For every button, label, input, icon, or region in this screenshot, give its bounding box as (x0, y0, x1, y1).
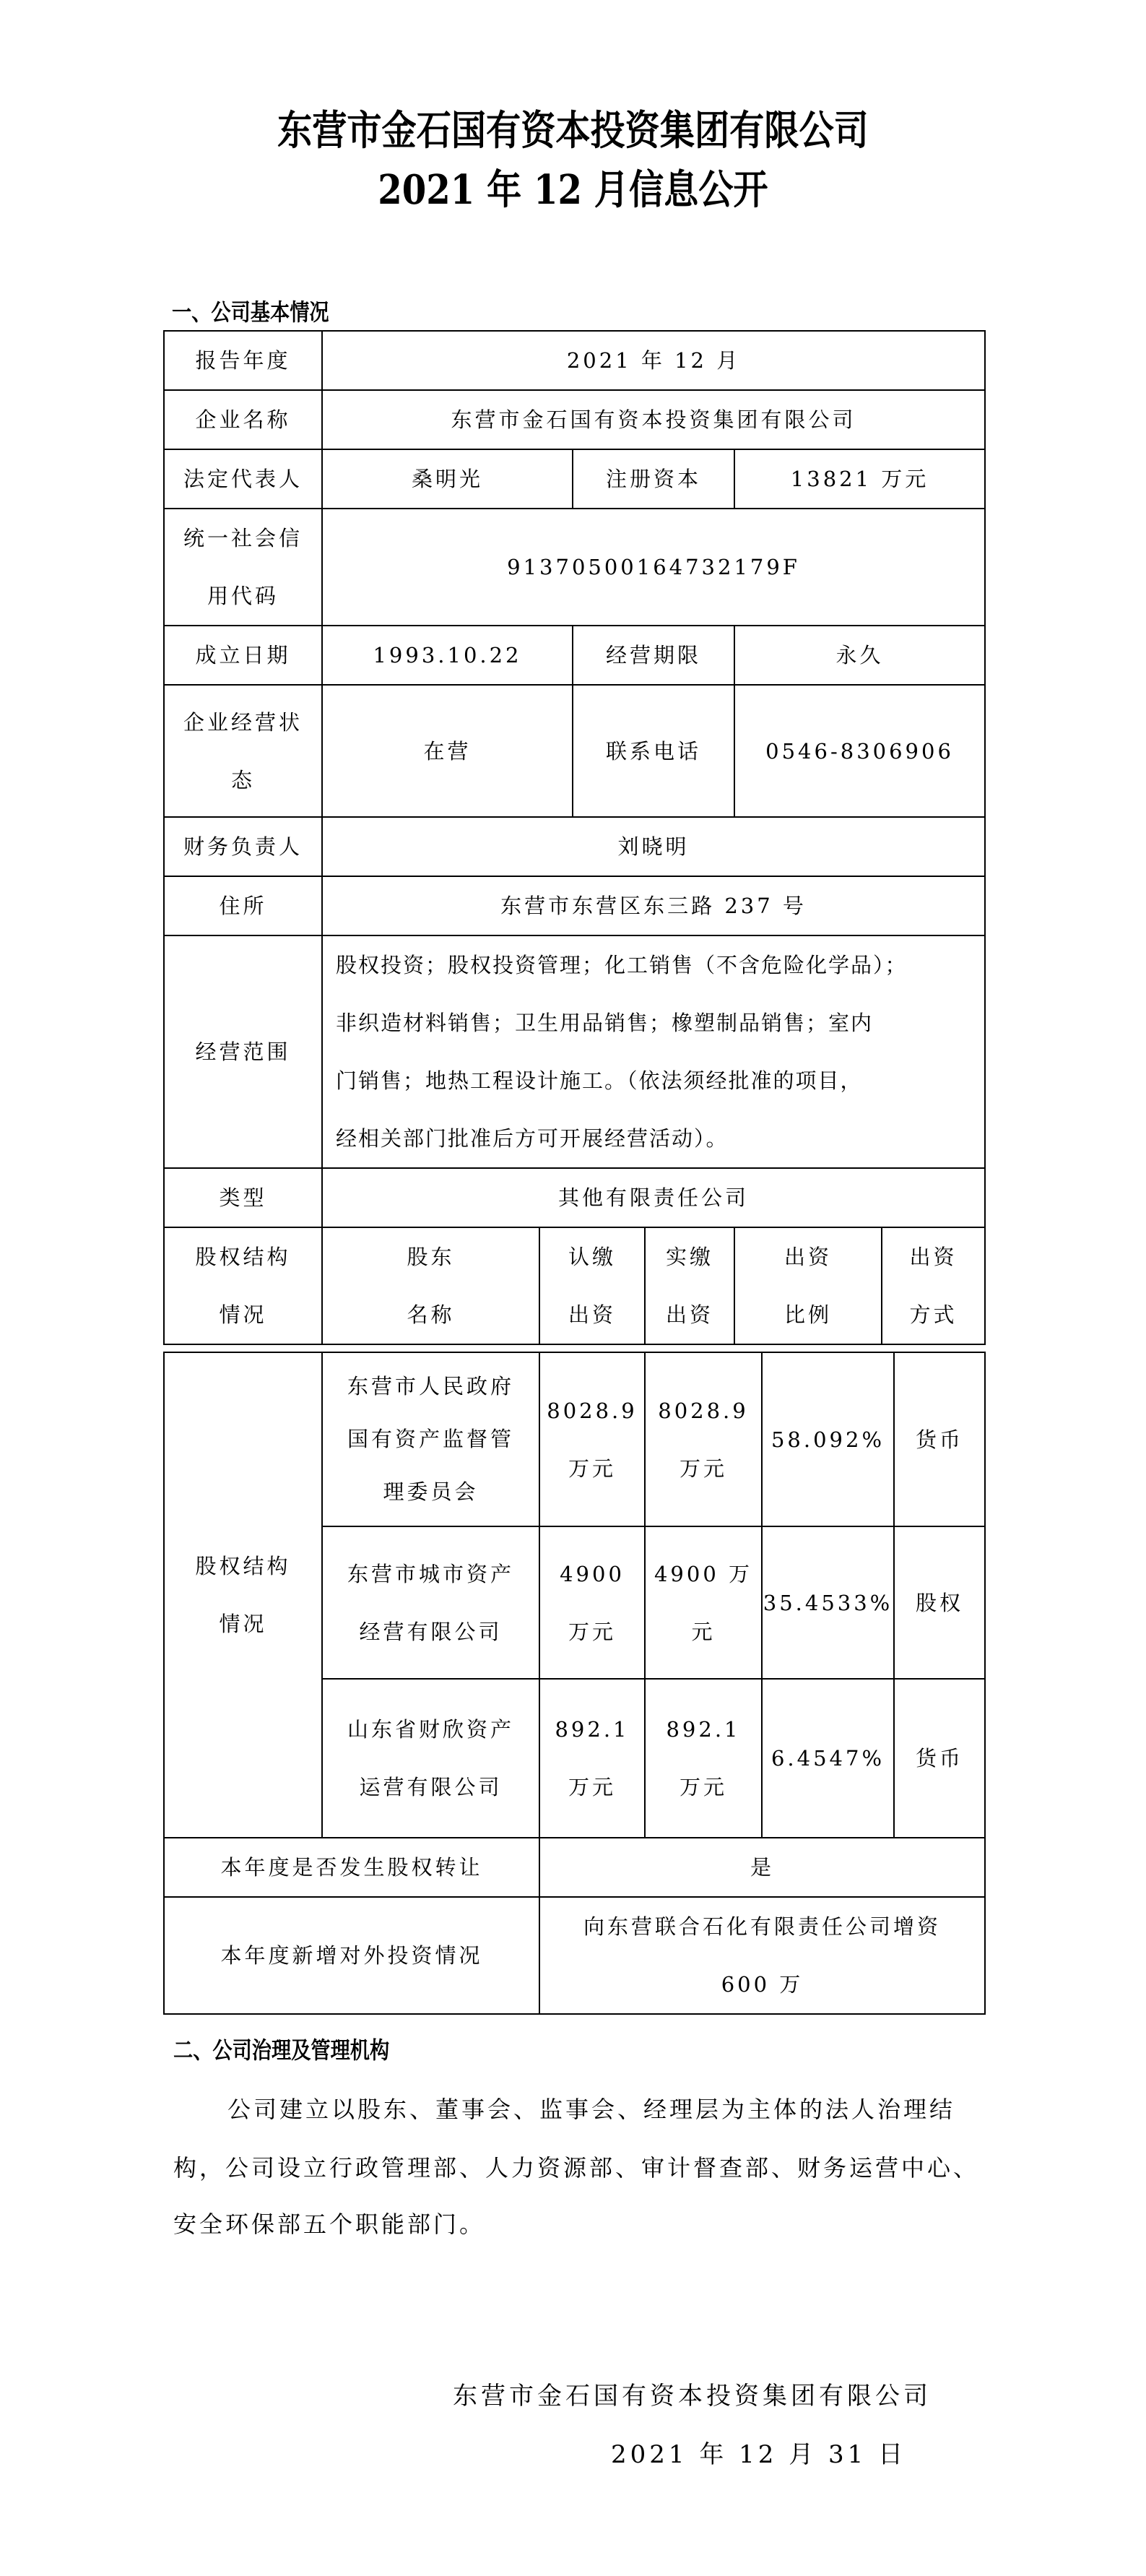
investment-line: 向东营联合石化有限责任公司增资 (583, 1914, 941, 1939)
header-line: 股东 (407, 1245, 455, 1269)
row-equity-header (164, 1227, 985, 1344)
status-label-line1: 企业经营状 (183, 709, 303, 735)
credit-code-label-line1: 统一社会信 (183, 526, 303, 550)
equity-label-line2: 情况 (219, 1302, 267, 1327)
legal-rep-label: 法定代表人 (164, 449, 322, 509)
contribution-ratio: 58.092% (762, 1352, 894, 1526)
subscribed-capital (539, 1352, 645, 1526)
document-title-line2: 2021 年 12 月信息公开 (378, 166, 768, 214)
report-period-value: 2021 年 12 月 (322, 331, 985, 390)
equity-label-line1: 股权结构 (195, 1554, 291, 1578)
amount-line: 8028.9 (547, 1398, 638, 1423)
section-2-heading: 二、公司治理及管理机构 (173, 2036, 390, 2064)
company-name-label: 企业名称 (164, 390, 322, 449)
governance-paragraph-line1: 公司建立以股东、董事会、监事会、经理层为主体的法人治理结 (227, 2096, 956, 2123)
scope-label: 经营范围 (164, 935, 322, 1168)
new-investment-label: 本年度新增对外投资情况 (164, 1897, 539, 2014)
contribution-ratio: 35.4533% (762, 1526, 894, 1679)
new-investment-value (539, 1897, 985, 2014)
finance-head-value: 刘晓明 (322, 817, 985, 876)
scope-value (322, 935, 985, 1168)
name-line: 国有资产监督管 (347, 1427, 514, 1451)
unit-line: 万元 (679, 1775, 727, 1799)
basic-info-table (163, 330, 986, 1345)
row-company-name (164, 390, 985, 449)
header-line: 出资 (665, 1302, 713, 1327)
term-label: 经营期限 (573, 626, 734, 685)
registered-capital-value: 13821 万元 (734, 449, 985, 509)
header-line: 比例 (783, 1302, 832, 1327)
credit-code-value: 91370500164732179F (322, 509, 985, 626)
status-label (164, 685, 322, 817)
row-report-period (164, 331, 985, 390)
header-line: 名称 (407, 1302, 455, 1327)
type-label: 类型 (164, 1168, 322, 1227)
established-label: 成立日期 (164, 626, 322, 685)
header-line: 方式 (909, 1302, 958, 1327)
row-business-scope (164, 935, 985, 1168)
shareholder-name (322, 1526, 539, 1679)
header-shareholder-name (322, 1227, 539, 1344)
name-line: 理委员会 (383, 1479, 479, 1504)
row-new-investment (164, 1897, 985, 2014)
header-ratio (734, 1227, 882, 1344)
paid-capital (645, 1352, 762, 1526)
established-value: 1993.10.22 (322, 626, 573, 685)
amount-line: 892.1 (555, 1717, 630, 1742)
row-established (164, 626, 985, 685)
signature-date: 2021 年 12 月 31 日 (611, 2440, 907, 2469)
contribution-ratio: 6.4547% (762, 1679, 894, 1838)
header-line: 出资 (783, 1245, 832, 1269)
finance-head-label: 财务负责人 (164, 817, 322, 876)
equity-section-label (164, 1227, 322, 1344)
credit-code-label-line2: 用代码 (207, 584, 279, 608)
contribution-method: 货币 (894, 1352, 985, 1526)
unit-line: 万元 (679, 1456, 727, 1481)
row-legal-rep (164, 449, 985, 509)
governance-paragraph-line3: 安全环保部五个职能部门。 (173, 2210, 486, 2238)
scope-line-2: 非织造材料销售；卫生用品销售；橡塑制品销售；室内 (336, 1011, 874, 1035)
governance-paragraph-line2: 构，公司设立行政管理部、人力资源部、审计督查部、财务运营中心、 (173, 2154, 980, 2182)
equity-section-label-2 (164, 1352, 322, 1838)
subscribed-capital (539, 1526, 645, 1679)
shareholder-name (322, 1352, 539, 1526)
shareholders-table (163, 1352, 986, 2015)
company-name-value: 东营市金石国有资本投资集团有限公司 (322, 390, 985, 449)
scope-line-3: 门销售；地热工程设计施工。（依法须经批准的项目， (336, 1068, 863, 1093)
scope-line-1: 股权投资；股权投资管理；化工销售（不含危险化学品）； (336, 953, 908, 977)
header-subscribed (539, 1227, 645, 1344)
amount-line: 4900 万 (654, 1561, 753, 1586)
status-label-line2: 态 (230, 767, 255, 792)
header-paid (645, 1227, 734, 1344)
shareholder-name (322, 1679, 539, 1838)
address-value: 东营市东营区东三路 237 号 (322, 876, 985, 935)
scope-line-4: 经相关部门批准后方可开展经营活动）。 (336, 1126, 729, 1151)
shareholder-row (164, 1352, 985, 1526)
row-finance-head (164, 817, 985, 876)
address-label: 住所 (164, 876, 322, 935)
name-line: 山东省财欣资产 (347, 1717, 514, 1742)
equity-label-line2: 情况 (219, 1612, 267, 1636)
investment-line: 600 万 (721, 1972, 804, 1997)
status-value: 在营 (322, 685, 573, 817)
phone-value: 0546-8306906 (734, 685, 985, 817)
header-method (882, 1227, 985, 1344)
paid-capital (645, 1526, 762, 1679)
unit-line: 万元 (568, 1619, 616, 1644)
equity-transfer-value: 是 (539, 1838, 985, 1897)
amount-line: 892.1 (666, 1717, 741, 1742)
unit-line: 万元 (568, 1775, 616, 1799)
amount-line: 8028.9 (658, 1398, 749, 1423)
header-line: 实缴 (665, 1245, 713, 1269)
term-value: 永久 (734, 626, 985, 685)
header-line: 认缴 (568, 1245, 616, 1269)
header-line: 出资 (568, 1302, 616, 1327)
legal-rep-value: 桑明光 (322, 449, 573, 509)
row-equity-transfer (164, 1838, 985, 1897)
name-line: 经营有限公司 (359, 1619, 503, 1644)
credit-code-label (164, 509, 322, 626)
equity-label-line1: 股权结构 (195, 1245, 291, 1269)
row-type (164, 1168, 985, 1227)
unit-line: 元 (691, 1619, 716, 1644)
equity-transfer-label: 本年度是否发生股权转让 (164, 1838, 539, 1897)
name-line: 东营市人民政府 (347, 1374, 514, 1399)
unit-line: 万元 (568, 1456, 616, 1481)
row-address (164, 876, 985, 935)
document-title-line1: 东营市金石国有资本投资集团有限公司 (277, 107, 869, 155)
type-value: 其他有限责任公司 (322, 1168, 985, 1227)
row-credit-code (164, 509, 985, 626)
phone-label: 联系电话 (573, 685, 734, 817)
amount-line: 4900 (560, 1561, 625, 1586)
name-line: 东营市城市资产 (347, 1561, 514, 1586)
report-period-label: 报告年度 (164, 331, 322, 390)
row-status (164, 685, 985, 817)
subscribed-capital (539, 1679, 645, 1838)
paid-capital (645, 1679, 762, 1838)
name-line: 运营有限公司 (359, 1775, 503, 1799)
contribution-method: 货币 (894, 1679, 985, 1838)
section-1-heading: 一、公司基本情况 (172, 298, 329, 326)
contribution-method: 股权 (894, 1526, 985, 1679)
registered-capital-label: 注册资本 (573, 449, 734, 509)
header-line: 出资 (909, 1245, 958, 1269)
signature-company: 东营市金石国有资本投资集团有限公司 (453, 2382, 932, 2411)
